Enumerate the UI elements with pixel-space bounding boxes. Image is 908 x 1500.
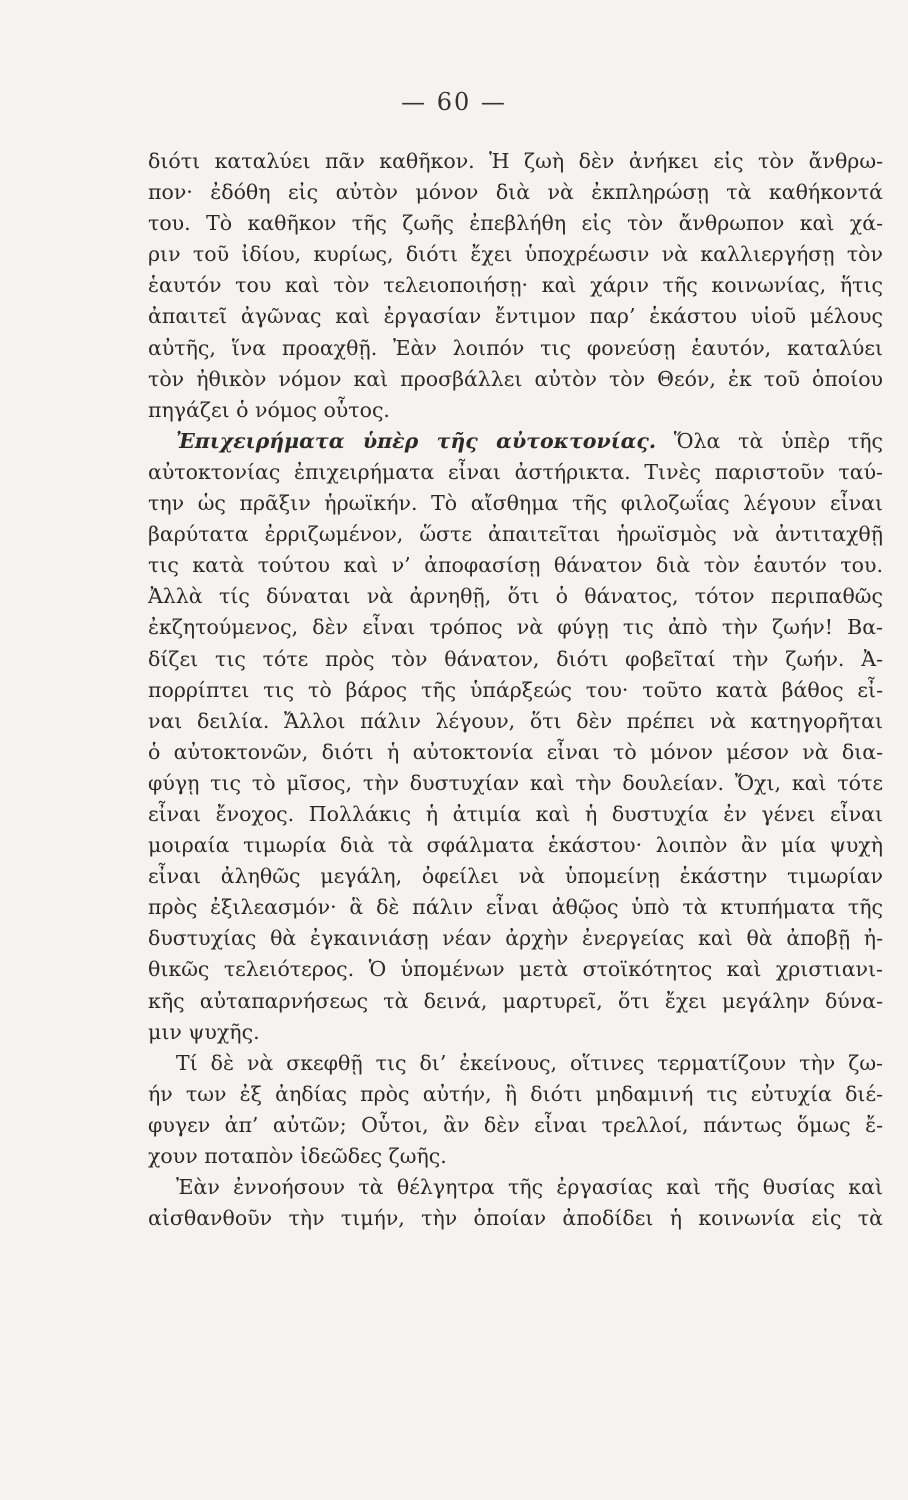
text-line [148,581,883,612]
line-text: ἑαυτόν του καὶ τὸν τελειοποιήσῃ· καὶ χάριν τῆς κοινωνίας, ἥτις [148,273,883,298]
line-text: θικῶς τελειότερος. Ὁ ὑπομένων μετὰ στοϊκότητος καὶ χριστιανι- [148,957,883,982]
page-number: — 60 — [401,88,507,116]
line-text: Ὅλα τὰ ὑπὲρ τῆς [656,428,883,453]
text-line [148,426,883,457]
text-line [148,333,883,364]
text-line [148,364,883,395]
line-text: ἀπαιτεῖ ἀγῶνας καὶ ἐργασίαν ἔντιμον παρ’ ἑκάστου υἱοῦ μέλους [148,304,883,329]
text-line [148,830,883,861]
line-text: πον· ἐδόθη εἰς αὐτὸν μόνον διὰ νὰ ἐκπληρώσῃ τὰ καθήκοντά [148,180,883,205]
text-line [148,799,883,830]
text-line [148,1048,883,1079]
line-text: αὐτοκτονίας ἐπιχειρήματα εἶναι ἀστήρικτα. Τινὲς παριστοῦν ταύ- [148,459,883,484]
line-text: ναι δειλία. Ἄλλοι πάλιν λέγουν, ὅτι δὲν πρέπει νὰ κατηγορῆται [148,708,883,733]
line-text: δίζει τις τότε πρὸς τὸν θάνατον, διότι φοβεῖταί τὴν ζωήν. Ἀ- [148,646,883,671]
text-line [148,675,883,706]
text-line [148,488,883,519]
line-text: φυγεν ἀπ’ αὐτῶν; Οὗτοι, ἂν δὲν εἶναι τρελλοί, πάντως ὅμως ἔ- [148,1112,883,1137]
text-line [148,457,883,488]
text-line [148,892,883,923]
line-text: ήν των ἐξ ἀηδίας πρὸς αὐτήν, ἢ διότι μηδαμινή τις εὐτυχία διέ- [148,1081,883,1106]
line-text: φύγῃ τις τὸ μῖσος, τὴν δυστυχίαν καὶ τὴν δουλείαν. Ὄχι, καὶ τότε [148,770,883,795]
section-heading: Ἐπιχειρήματα ὑπὲρ τῆς αὐτοκτονίας. [176,428,657,453]
line-text: ὁ αὐτοκτονῶν, διότι ἡ αὐτοκτονία εἶναι τὸ μόνον μέσον νὰ δια- [148,739,883,764]
line-text: τις κατὰ τούτου καὶ ν’ ἀποφασίσῃ θάνατον διὰ τὸν ἑαυτόν του. [148,553,883,578]
line-text: μιν ψυχῆς. [148,1019,260,1044]
line-text: βαρύτατα ἐρριζωμένον, ὥστε ἀπαιτεῖται ἡρωϊσμὸς νὰ ἀντιταχθῇ [148,522,883,547]
text-line [148,1110,883,1141]
line-text: δυστυχίας θὰ ἐγκαινιάσῃ νέαν ἀρχὴν ἐνεργείας καὶ θὰ ἀποβῇ ἠ- [148,926,883,951]
line-text: διότι καταλύει πᾶν καθῆκον. Ἡ ζωὴ δὲν ἀνήκει εἰς τὸν ἄνθρω- [148,149,883,173]
text-line [148,986,883,1017]
text-line [148,706,883,737]
text-line [148,239,883,270]
line-text: ἐκζητούμενος, δὲν εἶναι τρόπος νὰ φύγῃ τις ἀπὸ τὴν ζωήν! Βα- [148,615,883,640]
text-line [148,270,883,301]
text-line [148,612,883,643]
line-text: Ἀλλὰ τίς δύναται νὰ ἀρνηθῇ, ὅτι ὁ θάνατος, τότον περιπαθῶς [148,584,883,609]
text-line [148,146,883,177]
line-text: μοιραία τιμωρία διὰ τὰ σφάλματα ἑκάστου· λοιπὸν ἂν μία ψυχὴ [148,833,883,858]
text-line [148,861,883,892]
line-text: πηγάζει ὁ νόμος οὗτος. [148,397,390,422]
text-line [148,1203,883,1234]
line-text: πρὸς ἐξιλεασμόν· ἃ δὲ πάλιν εἶναι ἀθῷος ὑπὸ τὰ κτυπήματα τῆς [148,895,883,920]
line-text: πορρίπτει τις τὸ βάρος τῆς ὑπάρξεώς του· τοῦτο κατὰ βάθος εἶ- [148,677,883,702]
text-line [148,519,883,550]
line-text: αὐτῆς, ἵνα προαχθῇ. Ἐὰν λοιπόν τις φονεύσῃ ἑαυτόν, καταλύει [148,335,883,360]
text-line [148,1141,883,1172]
line-text: τὸν ἠθικὸν νόμον καὶ προσβάλλει αὐτὸν τὸν Θεόν, ἐκ τοῦ ὁποίου [148,366,883,391]
line-text: Ἐὰν ἐννοήσουν τὰ θέλγητρα τῆς ἐργασίας καὶ τῆς θυσίας καὶ [176,1175,883,1200]
text-line [148,644,883,675]
line-text: εἶναι ἀληθῶς μεγάλη, ὀφείλει νὰ ὑπομείνῃ ἑκάστην τιμωρίαν [148,864,883,889]
line-text: Τί δὲ νὰ σκεφθῇ τις δι’ ἐκείνους, οἵτινες τερματίζουν τὴν ζω- [176,1050,883,1075]
line-text: αἰσθανθοῦν τὴν τιμήν, τὴν ὁποίαν ἀποδίδει ἡ κοινωνία εἰς τὰ [148,1206,883,1231]
line-text: ριν τοῦ ἰδίου, κυρίως, διότι ἔχει ὑποχρέωσιν νὰ καλλιεργήσῃ τὸν [148,242,883,267]
line-text: χουν ποταπὸν ἰδεῶδες ζωῆς. [148,1144,447,1168]
text-line [148,923,883,954]
line-text: εἶναι ἔνοχος. Πολλάκις ἡ ἀτιμία καὶ ἡ δυστυχία ἐν γένει εἶναι [148,801,883,826]
line-text: κῆς αὐταπαρνήσεως τὰ δεινά, μαρτυρεῖ, ὅτι ἔχει μεγάλην δύνα- [148,988,883,1013]
text-line [148,768,883,799]
text-line [148,737,883,768]
text-line [148,208,883,239]
text-line [148,1079,883,1110]
text-line [148,177,883,208]
text-line [148,395,883,426]
body-text [148,146,883,1234]
line-text: την ὡς πρᾶξιν ἡρωϊκήν. Τὸ αἴσθημα τῆς φιλοζωΐας λέγουν εἶναι [148,491,883,516]
text-line [148,954,883,985]
text-line [148,550,883,581]
line-text: του. Τὸ καθῆκον τῆς ζωῆς ἐπεβλήθη εἰς τὸν ἄνθρωπον καὶ χά- [148,211,883,236]
text-line [148,1172,883,1203]
text-line [148,1017,883,1048]
text-line [148,301,883,332]
